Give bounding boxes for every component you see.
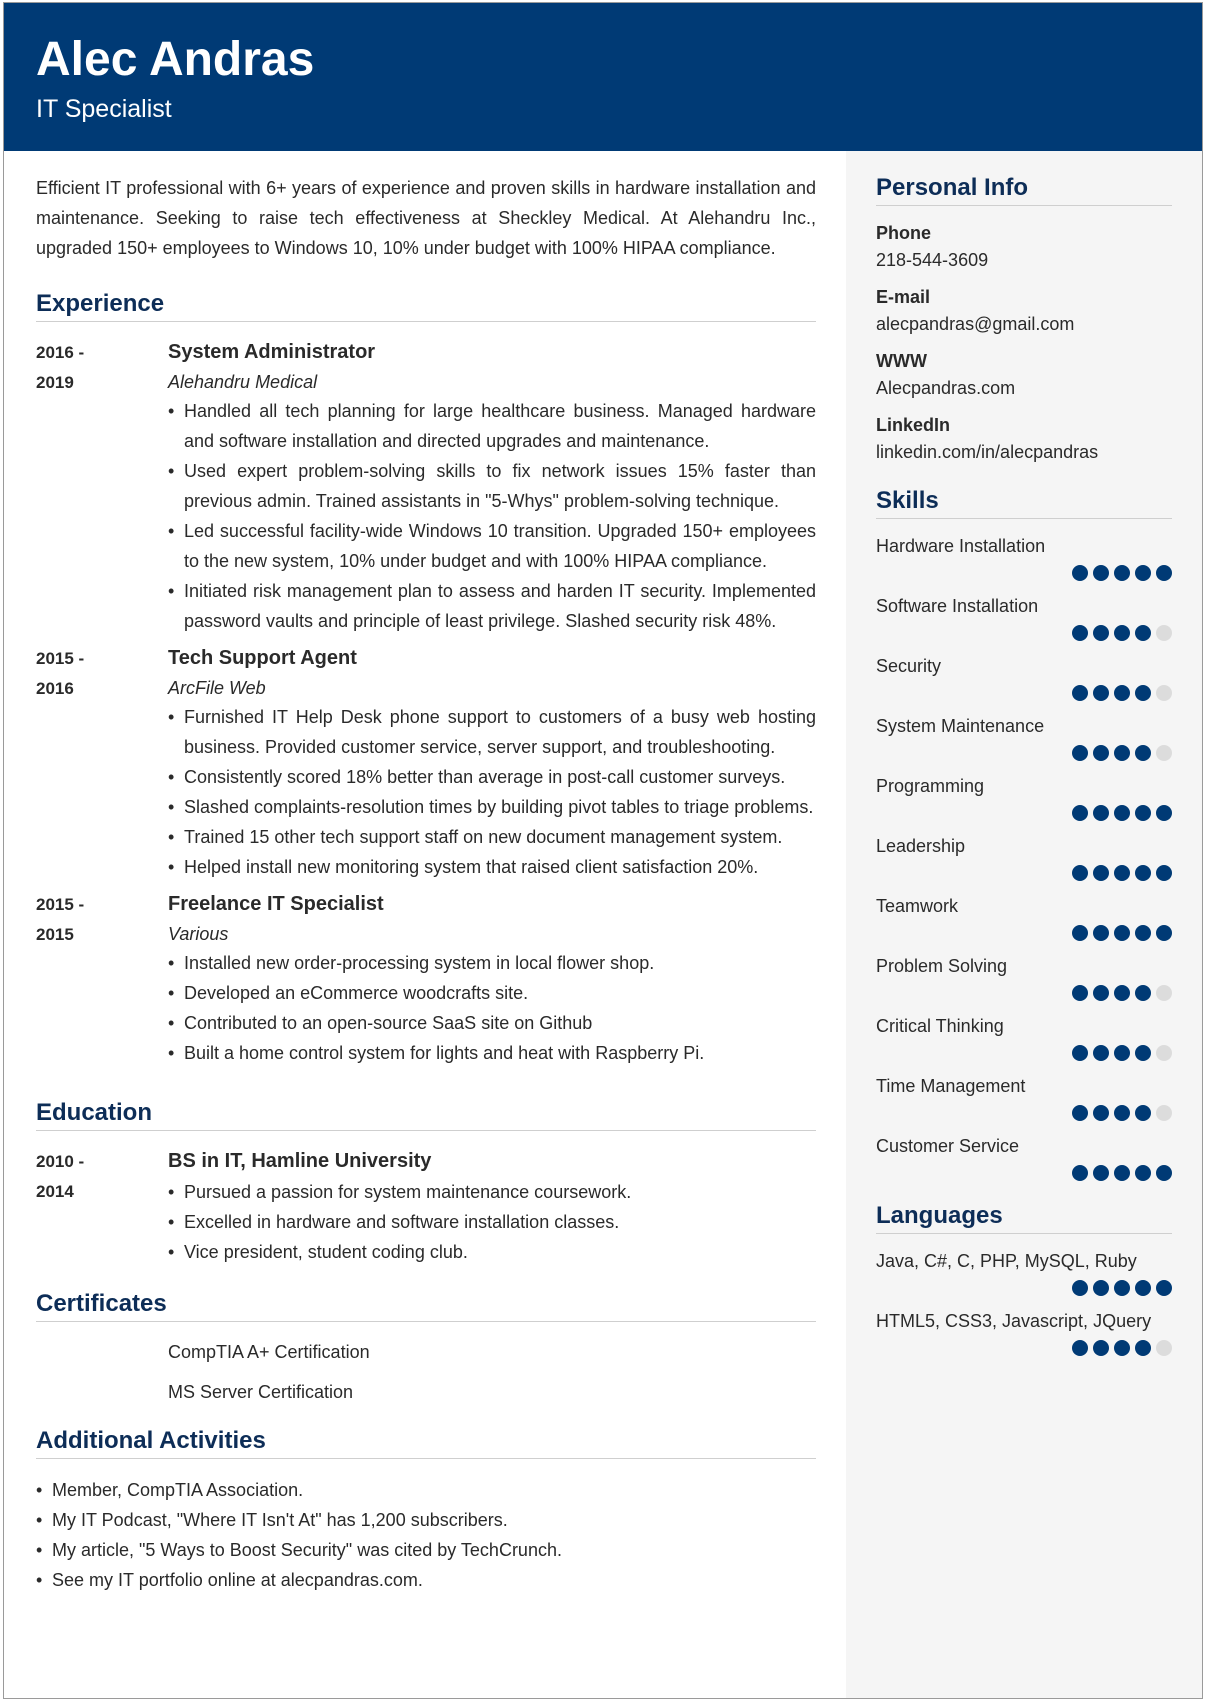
job-title: Tech Support Agent	[168, 647, 357, 669]
personal-info-title: Personal Info	[876, 173, 1172, 206]
rating-dot-filled	[1072, 745, 1088, 761]
skill-item	[876, 1133, 1172, 1181]
languages-list	[876, 1248, 1172, 1356]
entry-dates: 2015 - 2016	[36, 649, 85, 698]
rating-dot-filled	[1156, 565, 1172, 581]
rating-dots	[876, 625, 1172, 641]
rating-dot-filled	[1156, 1280, 1172, 1296]
skill-item-name: Hardware Installation	[876, 536, 1046, 556]
experience-entry	[36, 890, 816, 1068]
experience-title: Experience	[36, 289, 816, 322]
info-value-www: Alecpandras.com	[876, 378, 1016, 398]
rating-dot-filled	[1135, 1045, 1151, 1061]
entry-body	[168, 1147, 816, 1267]
job-company: ArcFile Web	[168, 678, 266, 698]
rating-dot-filled	[1135, 625, 1151, 641]
main-column	[4, 151, 846, 1698]
rating-dot-filled	[1093, 1280, 1109, 1296]
rating-dot-empty	[1156, 745, 1172, 761]
rating-dots	[876, 925, 1172, 941]
candidate-name: Alec Andras	[36, 33, 315, 86]
rating-dot-filled	[1093, 865, 1109, 881]
rating-dots	[876, 1165, 1172, 1181]
job-company: Various	[168, 924, 229, 944]
rating-dot-filled	[1114, 565, 1130, 581]
rating-dot-filled	[1135, 985, 1151, 1001]
rating-dot-filled	[1135, 1280, 1151, 1296]
rating-dot-filled	[1156, 1165, 1172, 1181]
skill-item-name: Security	[876, 656, 942, 676]
skill-item	[876, 893, 1172, 941]
sidebar	[846, 151, 1202, 1698]
entry-dates: 2016 - 2019	[36, 343, 85, 392]
experience-entry	[36, 644, 816, 882]
certificate-item: MS Server Certification	[168, 1382, 354, 1402]
bullet-item: • Excelled in hardware and software installation classes.	[168, 1207, 816, 1237]
rating-dot-filled	[1156, 925, 1172, 941]
skill-item	[876, 833, 1172, 881]
certificates-title: Certificates	[36, 1289, 816, 1322]
rating-dot-filled	[1135, 565, 1151, 581]
entry-body	[168, 644, 816, 882]
rating-dot-filled	[1093, 1105, 1109, 1121]
rating-dot-empty	[1156, 625, 1172, 641]
rating-dots	[876, 805, 1172, 821]
info-label-linkedin: LinkedIn	[876, 415, 951, 435]
skill-item	[876, 953, 1172, 1001]
skill-item	[876, 533, 1172, 581]
rating-dot-filled	[1072, 865, 1088, 881]
rating-dots	[876, 745, 1172, 761]
info-value-email: alecpandras@gmail.com	[876, 314, 1075, 334]
skill-item-name: Leadership	[876, 836, 966, 856]
rating-dot-filled	[1072, 565, 1088, 581]
rating-dot-filled	[1072, 925, 1088, 941]
rating-dot-filled	[1093, 1165, 1109, 1181]
rating-dot-filled	[1114, 805, 1130, 821]
rating-dot-filled	[1114, 1045, 1130, 1061]
education-bullets	[168, 1177, 816, 1267]
rating-dot-filled	[1135, 1165, 1151, 1181]
bullet-item: • Used expert problem-solving skills to fix network issues 15% faster than previous admin. Trained assistants in "5-Whys" problem-solving technique.	[168, 456, 816, 516]
rating-dot-filled	[1072, 985, 1088, 1001]
rating-dot-filled	[1114, 1105, 1130, 1121]
bullet-item: • Pursued a passion for system maintenance coursework.	[168, 1177, 816, 1207]
rating-dots	[876, 1105, 1172, 1121]
bullet-item: • Contributed to an open-source SaaS site on Github	[168, 1008, 816, 1038]
rating-dot-filled	[1072, 805, 1088, 821]
bullet-item: • Slashed complaints-resolution times by building pivot tables to triage problems.	[168, 792, 816, 822]
bullet-item: • Vice president, student coding club.	[168, 1237, 816, 1267]
rating-dot-filled	[1114, 865, 1130, 881]
rating-dot-filled	[1114, 685, 1130, 701]
info-label-email: E-mail	[876, 287, 931, 307]
resume-header	[4, 3, 1202, 151]
resume-page	[3, 2, 1203, 1699]
bullet-item: • Helped install new monitoring system that raised client satisfaction 20%.	[168, 852, 816, 882]
job-title: Freelance IT Specialist	[168, 893, 384, 915]
info-label-phone: Phone	[876, 223, 932, 243]
rating-dot-empty	[1156, 1045, 1172, 1061]
activity-item: • Member, CompTIA Association.	[36, 1475, 816, 1505]
bullet-item: • Initiated risk management plan to assess and harden IT security. Implemented password vaults and principle of least privilege. Slashed security risk 48%.	[168, 576, 816, 636]
rating-dot-filled	[1156, 865, 1172, 881]
candidate-role: IT Specialist	[36, 95, 172, 123]
rating-dot-filled	[1072, 1105, 1088, 1121]
bullet-item: • Installed new order-processing system in local flower shop.	[168, 948, 816, 978]
rating-dot-filled	[1072, 1280, 1088, 1296]
rating-dots	[876, 865, 1172, 881]
rating-dot-empty	[1156, 985, 1172, 1001]
entry-body	[168, 890, 816, 1068]
education-entry	[36, 1147, 816, 1267]
rating-dot-filled	[1135, 1105, 1151, 1121]
job-bullets	[168, 948, 816, 1068]
language-item-name: HTML5, CSS3, Javascript, JQuery	[876, 1311, 1152, 1331]
skill-item	[876, 593, 1172, 641]
skill-item	[876, 773, 1172, 821]
skill-item-name: Customer Service	[876, 1136, 1020, 1156]
entry-body	[168, 338, 816, 636]
skill-item-name: Teamwork	[876, 896, 959, 916]
bullet-item: • Consistently scored 18% better than average in post-call customer surveys.	[168, 762, 816, 792]
rating-dot-empty	[1156, 1105, 1172, 1121]
bullet-item: • Handled all tech planning for large healthcare business. Managed hardware and software installation and directed upgrades and maintenance.	[168, 396, 816, 456]
rating-dot-filled	[1135, 865, 1151, 881]
job-bullets	[168, 396, 816, 636]
rating-dot-filled	[1135, 925, 1151, 941]
rating-dot-filled	[1072, 685, 1088, 701]
rating-dot-filled	[1114, 985, 1130, 1001]
skill-item-name: Software Installation	[876, 596, 1039, 616]
rating-dot-filled	[1156, 805, 1172, 821]
rating-dots	[876, 565, 1172, 581]
rating-dot-filled	[1072, 1340, 1088, 1356]
skill-item-name: System Maintenance	[876, 716, 1045, 736]
rating-dot-filled	[1114, 1280, 1130, 1296]
rating-dot-filled	[1135, 685, 1151, 701]
entry-dates: 2015 - 2015	[36, 895, 85, 944]
rating-dot-filled	[1093, 745, 1109, 761]
rating-dot-filled	[1093, 925, 1109, 941]
rating-dots	[876, 985, 1172, 1001]
rating-dot-filled	[1072, 1165, 1088, 1181]
job-company: Alehandru Medical	[168, 372, 318, 392]
rating-dots	[876, 685, 1172, 701]
bullet-item: • Led successful facility-wide Windows 10 transition. Upgraded 150+ employees to the new system, 10% under budget and with 100% HIPAA compliance.	[168, 516, 816, 576]
rating-dot-empty	[1156, 1340, 1172, 1356]
bullet-item: • Trained 15 other tech support staff on new document management system.	[168, 822, 816, 852]
rating-dots	[876, 1280, 1172, 1296]
skills-list	[876, 533, 1172, 1181]
language-item-name: Java, C#, C, PHP, MySQL, Ruby	[876, 1251, 1137, 1271]
skill-item	[876, 1013, 1172, 1061]
rating-dot-filled	[1135, 805, 1151, 821]
rating-dot-filled	[1114, 1340, 1130, 1356]
rating-dot-filled	[1114, 925, 1130, 941]
rating-dot-filled	[1114, 625, 1130, 641]
rating-dot-filled	[1093, 1045, 1109, 1061]
rating-dot-filled	[1135, 1340, 1151, 1356]
personal-info-list	[876, 220, 1172, 466]
bullet-item: • Developed an eCommerce woodcrafts site.	[168, 978, 816, 1008]
job-bullets	[168, 702, 816, 882]
rating-dot-empty	[1156, 685, 1172, 701]
rating-dot-filled	[1093, 805, 1109, 821]
summary: Efficient IT professional with 6+ years of experience and proven skills in hardware installation and maintenance. Seeking to raise tech effectiveness at Sheckley Medical. At Alehandru Inc., upgraded 150+ employees to Windows 10, 10% under budget with 100% HIPAA compliance.	[36, 178, 816, 258]
rating-dot-filled	[1114, 745, 1130, 761]
skill-item-name: Critical Thinking	[876, 1016, 1004, 1036]
education-title: Education	[36, 1098, 816, 1131]
bullet-item: • Built a home control system for lights and heat with Raspberry Pi.	[168, 1038, 816, 1068]
info-value-linkedin: linkedin.com/in/alecpandras	[876, 442, 1099, 462]
skill-item	[876, 1073, 1172, 1121]
rating-dot-filled	[1093, 985, 1109, 1001]
info-label-www: WWW	[876, 351, 927, 371]
rating-dot-filled	[1072, 1045, 1088, 1061]
certificate-item: CompTIA A+ Certification	[168, 1342, 370, 1362]
experience-list	[36, 338, 816, 1068]
certificates-list	[168, 1338, 816, 1406]
activity-item: • See my IT portfolio online at alecpandras.com.	[36, 1565, 816, 1595]
rating-dot-filled	[1093, 1340, 1109, 1356]
languages-title: Languages	[876, 1201, 1172, 1234]
rating-dots	[876, 1340, 1172, 1356]
degree-title: BS in IT, Hamline University	[168, 1150, 432, 1172]
skill-item-name: Problem Solving	[876, 956, 1008, 976]
rating-dot-filled	[1072, 625, 1088, 641]
education-list	[36, 1147, 816, 1267]
skill-item	[876, 653, 1172, 701]
rating-dot-filled	[1093, 625, 1109, 641]
activities-list	[36, 1475, 816, 1595]
language-item	[876, 1248, 1172, 1296]
rating-dots	[876, 1045, 1172, 1061]
skill-item-name: Programming	[876, 776, 985, 796]
activity-item: • My article, "5 Ways to Boost Security" was cited by TechCrunch.	[36, 1535, 816, 1565]
experience-entry	[36, 338, 816, 636]
bullet-item: • Furnished IT Help Desk phone support to customers of a busy web hosting business. Provided customer service, server support, and troubleshooting.	[168, 702, 816, 762]
language-item	[876, 1308, 1172, 1356]
info-value-phone: 218-544-3609	[876, 250, 989, 270]
activity-item: • My IT Podcast, "Where IT Isn't At" has 1,200 subscribers.	[36, 1505, 816, 1535]
rating-dot-filled	[1135, 745, 1151, 761]
rating-dot-filled	[1093, 685, 1109, 701]
skills-title: Skills	[876, 486, 1172, 519]
skill-item	[876, 713, 1172, 761]
job-title: System Administrator	[168, 341, 376, 363]
skill-item-name: Time Management	[876, 1076, 1026, 1096]
entry-dates: 2010 - 2014	[36, 1152, 85, 1201]
rating-dot-filled	[1114, 1165, 1130, 1181]
rating-dot-filled	[1093, 565, 1109, 581]
activities-title: Additional Activities	[36, 1426, 816, 1459]
